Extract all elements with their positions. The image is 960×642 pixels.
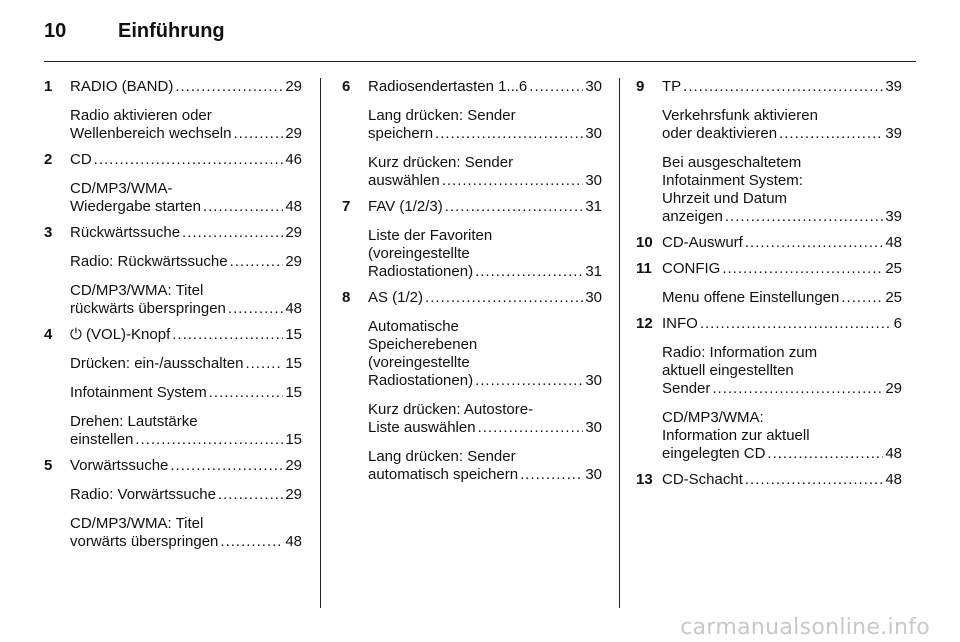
entry-text: Wiedergabe starten <box>70 198 201 215</box>
dot-leader <box>94 151 284 169</box>
sub-entry-line: Radio: Information zum <box>662 344 818 361</box>
sub-entry <box>662 107 902 143</box>
page-ref: 29 <box>285 224 302 241</box>
entry-line <box>368 198 602 216</box>
sub-entry <box>368 227 602 281</box>
entry-line <box>368 419 602 437</box>
sub-entry-line: (voreingestellte <box>368 245 470 262</box>
index-entry <box>44 151 302 216</box>
entry-body <box>70 326 302 449</box>
dot-leader <box>529 78 583 96</box>
entry-text: anzeigen <box>662 208 723 225</box>
sub-entry-line: Lang drücken: Sender <box>368 107 516 124</box>
entry-line <box>70 224 302 242</box>
entry-text: Infotainment System <box>70 384 207 401</box>
entry-text: einstellen <box>70 431 134 448</box>
dot-leader <box>220 533 283 551</box>
sub-entry-line: CD/MP3/WMA: <box>662 409 764 426</box>
entry-line <box>70 78 302 96</box>
entry-line <box>662 208 902 226</box>
page-ref: 46 <box>285 151 302 168</box>
dot-leader <box>245 355 283 373</box>
entry-line <box>662 260 902 278</box>
item-number: 12 <box>636 315 653 332</box>
sub-entry <box>662 409 902 463</box>
sub-entry <box>662 289 902 307</box>
column-divider <box>320 78 321 608</box>
index-entry <box>342 78 602 190</box>
entry-line <box>70 533 302 551</box>
entry-text: oder deaktivieren <box>662 125 778 142</box>
entry-text: automatisch speichern <box>368 466 519 483</box>
entry-line <box>368 172 602 190</box>
page-ref: 6 <box>893 315 902 332</box>
sub-entry-line: (voreingestellte <box>368 354 470 371</box>
index-entry <box>342 198 602 281</box>
column-2 <box>342 78 602 492</box>
item-number: 3 <box>44 224 53 241</box>
index-entry <box>342 289 602 484</box>
dot-leader <box>209 384 284 402</box>
sub-entry <box>70 107 302 143</box>
entry-line <box>368 125 602 143</box>
page-ref: 30 <box>585 419 602 436</box>
index-entry <box>636 234 902 252</box>
entry-line <box>662 78 902 96</box>
column-1 <box>44 78 302 559</box>
entry-line <box>662 125 902 143</box>
sub-entry <box>662 344 902 398</box>
entry-line <box>70 151 302 169</box>
entry-line <box>70 198 302 216</box>
entry-text: CD <box>70 151 92 168</box>
page-ref: 30 <box>585 78 602 95</box>
sub-entry-line: Automatische <box>368 318 459 335</box>
dot-leader <box>218 486 283 504</box>
entry-text: Sender <box>662 380 711 397</box>
page-ref: 29 <box>285 457 302 474</box>
dot-leader <box>700 315 892 333</box>
page-ref: 15 <box>285 355 302 372</box>
page-ref: 30 <box>585 372 602 389</box>
item-number: 4 <box>44 326 53 343</box>
sub-entry-line: CD/MP3/WMA: Titel <box>70 282 204 299</box>
entry-text: Rückwärtssuche <box>70 224 181 241</box>
sub-entry-line: Lang drücken: Sender <box>368 448 516 465</box>
page-ref: 30 <box>585 466 602 483</box>
index-entry <box>636 471 902 489</box>
dot-leader <box>175 78 283 96</box>
index-entry <box>636 78 902 226</box>
entry-text: RADIO (BAND) <box>70 78 174 95</box>
entry-line <box>70 300 302 318</box>
sub-entry <box>368 318 602 390</box>
dot-leader <box>182 224 283 242</box>
entry-text: vorwärts überspringen <box>70 533 219 550</box>
entry-text: ⏻ (VOL)-Knopf <box>70 326 171 343</box>
entry-text: Radiostationen) <box>368 263 474 280</box>
index-entry <box>636 260 902 307</box>
dot-leader <box>172 326 283 344</box>
page-ref: 29 <box>285 486 302 503</box>
dot-leader <box>779 125 883 143</box>
entry-text: AS (1/2) <box>368 289 424 306</box>
entry-body <box>368 78 602 190</box>
entry-text: eingelegten CD <box>662 445 766 462</box>
sub-entry <box>70 515 302 551</box>
entry-text: CONFIG <box>662 260 721 277</box>
sub-entry <box>70 413 302 449</box>
entry-body <box>70 224 302 318</box>
dot-leader <box>228 300 283 318</box>
column-3 <box>636 78 902 497</box>
entry-body <box>70 78 302 143</box>
index-entry <box>44 78 302 143</box>
entry-text: Radiosendertasten 1...6 <box>368 78 528 95</box>
page-ref: 39 <box>885 78 902 95</box>
sub-entry <box>368 448 602 484</box>
entry-text: auswählen <box>368 172 440 189</box>
sub-entry-line: Verkehrsfunk aktivieren <box>662 107 818 124</box>
dot-leader <box>230 253 284 271</box>
sub-entry <box>368 154 602 190</box>
entry-text: CD-Auswurf <box>662 234 743 251</box>
entry-line <box>70 486 302 504</box>
item-number: 2 <box>44 151 53 168</box>
column-divider <box>619 78 620 608</box>
watermark: carmanualsonline.info <box>680 615 930 640</box>
page-ref: 29 <box>285 253 302 270</box>
sub-entry-line: Bei ausgeschaltetem <box>662 154 802 171</box>
sub-entry <box>368 107 602 143</box>
sub-entry <box>662 154 902 226</box>
page-ref: 48 <box>285 300 302 317</box>
entry-text: TP <box>662 78 682 95</box>
entry-line <box>368 466 602 484</box>
page-ref: 48 <box>285 533 302 550</box>
page-ref: 31 <box>585 198 602 215</box>
dot-leader <box>170 457 283 475</box>
item-number: 10 <box>636 234 653 251</box>
item-number: 5 <box>44 457 53 474</box>
entry-body <box>662 315 902 463</box>
page-ref: 48 <box>885 471 902 488</box>
dot-leader <box>712 380 883 398</box>
page-ref: 30 <box>585 289 602 306</box>
page-ref: 15 <box>285 326 302 343</box>
entry-text: Wellenbereich wechseln <box>70 125 232 142</box>
entry-text: speichern <box>368 125 434 142</box>
dot-leader <box>233 125 283 143</box>
item-number: 13 <box>636 471 653 488</box>
entry-text: Radiostationen) <box>368 372 474 389</box>
index-entry <box>636 315 902 463</box>
page-title: Einführung <box>118 20 225 42</box>
dot-leader <box>745 471 883 489</box>
page-ref: 48 <box>885 445 902 462</box>
dot-leader <box>475 263 583 281</box>
dot-leader <box>442 172 584 190</box>
page-ref: 39 <box>885 208 902 225</box>
entry-text: Liste auswählen <box>368 419 476 436</box>
item-number: 7 <box>342 198 351 215</box>
item-number: 8 <box>342 289 351 306</box>
entry-body <box>70 151 302 216</box>
entry-line <box>368 78 602 96</box>
page-ref: 15 <box>285 384 302 401</box>
entry-text: INFO <box>662 315 698 332</box>
dot-leader <box>722 260 883 278</box>
sub-entry-line: Speicherebenen <box>368 336 478 353</box>
entry-text: rückwärts überspringen <box>70 300 226 317</box>
page-ref: 25 <box>885 260 902 277</box>
index-entry <box>44 224 302 318</box>
entry-text: FAV (1/2/3) <box>368 198 443 215</box>
dot-leader <box>445 198 584 216</box>
dot-leader <box>767 445 883 463</box>
entry-body <box>368 198 602 281</box>
sub-entry <box>70 253 302 271</box>
sub-entry-line: Uhrzeit und Datum <box>662 190 788 207</box>
sub-entry-line: Infotainment System: <box>662 172 803 189</box>
entry-line <box>662 289 902 307</box>
sub-entry-line: aktuell eingestellten <box>662 362 794 379</box>
dot-leader <box>135 431 283 449</box>
entry-line <box>70 253 302 271</box>
item-number: 6 <box>342 78 351 95</box>
entry-line <box>70 355 302 373</box>
entry-body <box>662 78 902 226</box>
entry-line <box>70 431 302 449</box>
page-ref: 30 <box>585 172 602 189</box>
entry-body <box>662 260 902 307</box>
item-number: 9 <box>636 78 645 95</box>
sub-entry <box>70 486 302 504</box>
page-ref: 25 <box>885 289 902 306</box>
sub-entry-line: Kurz drücken: Sender <box>368 154 514 171</box>
page-ref: 15 <box>285 431 302 448</box>
sub-entry <box>368 401 602 437</box>
dot-leader <box>520 466 583 484</box>
dot-leader <box>203 198 283 216</box>
entry-text: Drücken: ein-/ausschalten <box>70 355 244 372</box>
entry-line <box>70 457 302 475</box>
entry-text: Radio: Vorwärtssuche <box>70 486 216 503</box>
sub-entry-line: Drehen: Lautstärke <box>70 413 198 430</box>
sub-entry <box>70 282 302 318</box>
entry-text: Menu offene Einstellungen <box>662 289 840 306</box>
entry-line <box>368 263 602 281</box>
entry-line <box>662 234 902 252</box>
entry-line <box>70 125 302 143</box>
dot-leader <box>425 289 583 307</box>
page-number: 10 <box>44 20 67 42</box>
page-ref: 48 <box>885 234 902 251</box>
page-ref: 29 <box>285 78 302 95</box>
dot-leader <box>478 419 584 437</box>
sub-entry-line: Liste der Favoriten <box>368 227 493 244</box>
index-entry <box>44 326 302 449</box>
sub-entry-line: CD/MP3/WMA: Titel <box>70 515 204 532</box>
entry-line <box>662 445 902 463</box>
entry-line <box>662 315 902 333</box>
sub-entry <box>70 384 302 402</box>
sub-entry-line: Information zur aktuell <box>662 427 810 444</box>
dot-leader <box>435 125 583 143</box>
entry-body <box>662 471 902 489</box>
entry-text: Vorwärtssuche <box>70 457 169 474</box>
page-ref: 29 <box>285 125 302 142</box>
entry-line <box>368 372 602 390</box>
dot-leader <box>683 78 883 96</box>
dot-leader <box>475 372 583 390</box>
entry-text: Radio: Rückwärtssuche <box>70 253 228 270</box>
entry-text: CD-Schacht <box>662 471 743 488</box>
sub-entry-line: Kurz drücken: Autostore- <box>368 401 534 418</box>
sub-entry <box>70 180 302 216</box>
page-ref: 30 <box>585 125 602 142</box>
index-entry <box>44 457 302 551</box>
entry-line <box>368 289 602 307</box>
dot-leader <box>745 234 883 252</box>
entry-line <box>662 471 902 489</box>
item-number: 1 <box>44 78 53 95</box>
sub-entry <box>70 355 302 373</box>
page-ref: 48 <box>285 198 302 215</box>
entry-line <box>70 326 302 344</box>
entry-line <box>662 380 902 398</box>
sub-entry-line: Radio aktivieren oder <box>70 107 212 124</box>
item-number: 11 <box>636 260 652 277</box>
page-ref: 39 <box>885 125 902 142</box>
dot-leader <box>841 289 883 307</box>
dot-leader <box>725 208 883 226</box>
page-ref: 29 <box>885 380 902 397</box>
page-ref: 31 <box>585 263 602 280</box>
header-divider <box>44 61 916 62</box>
entry-body <box>662 234 902 252</box>
entry-body <box>368 289 602 484</box>
entry-body <box>70 457 302 551</box>
sub-entry-line: CD/MP3/WMA- <box>70 180 173 197</box>
entry-line <box>70 384 302 402</box>
